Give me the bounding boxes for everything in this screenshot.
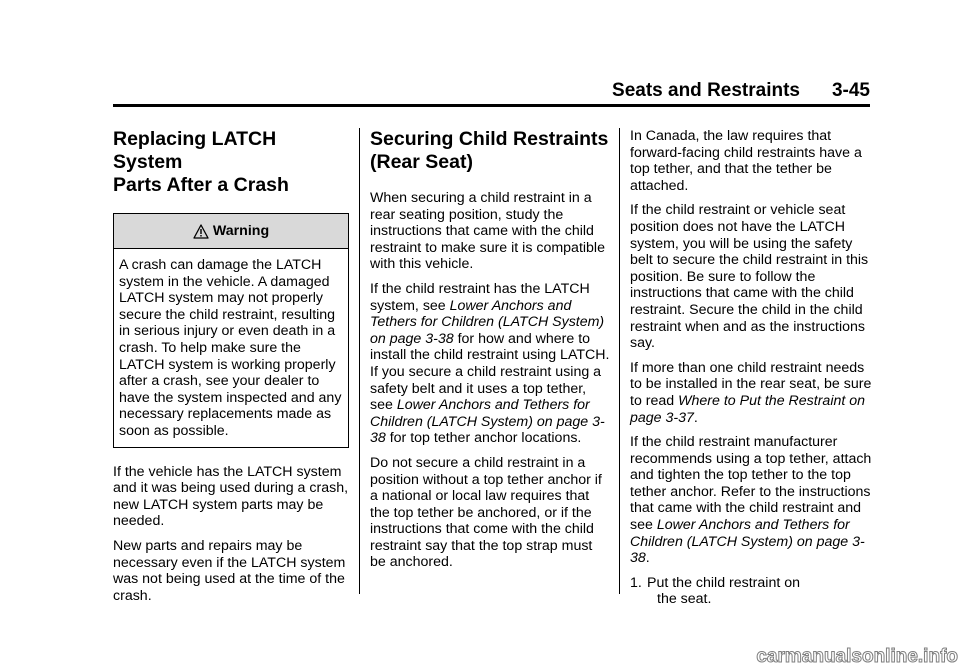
warning-title: Warning xyxy=(212,222,270,239)
watermark-logo xyxy=(756,640,960,670)
warning-triangle-icon xyxy=(193,224,209,239)
text-run: . xyxy=(693,409,698,426)
paragraph xyxy=(630,434,872,567)
warning-text: A crash can damage the LATCH system in the vehicle. A damaged LATCH system may not properly secure the child restraint, resulting in serious injury or even death in a crash. To help make sure the LATCH system is working properly after a crash, see your dealer to have the system inspected and any necessary replacements made as soon as possible. xyxy=(119,257,342,439)
paragraph: If the vehicle has the LATCH system and it was being used during a crash, new LATCH system parts may be needed. xyxy=(113,463,349,530)
step-first-line xyxy=(630,575,872,592)
section-heading-securing-child-restraints xyxy=(370,128,610,174)
warning-body xyxy=(114,249,348,447)
paragraph: Do not secure a child restraint in a position without a top tether anchor if a national or local law requires that the top tether be anchored, or if the instructions that come with the child restraint say that the top strap must be anchored. xyxy=(370,454,602,571)
paragraph: In Canada, the law requires that forward-facing child restraints have a top tether, and that the tether be attached. xyxy=(630,128,862,194)
warning-box xyxy=(113,213,349,448)
page-number: 3-45 xyxy=(831,80,870,101)
page-header xyxy=(113,78,870,107)
paragraph xyxy=(370,281,610,447)
section-heading-replacing-latch xyxy=(113,128,349,197)
cross-reference-link[interactable]: Lower Anchors and Tethers for Children (LATCH System) on page 3-38 xyxy=(630,517,865,567)
cross-reference-link[interactable]: Where to Put the Restraint on page 3-37 xyxy=(630,392,866,426)
column-left xyxy=(113,128,349,612)
cross-reference-link[interactable]: Lower Anchors and Tethers for Children (LATCH System) on page 3-38 xyxy=(370,297,605,347)
text-run: If the child restraint manufacturer recommends using a top tether, attach and tighten the top tether to the top tether anchor. Refer to the instructions that came with the child restraint and see xyxy=(630,434,872,534)
text-run: for how and where to install the child restraint using LATCH. If you secure a child restraint using a safety belt and it uses a top tether, see xyxy=(370,330,610,414)
section-title: Seats and Restraints xyxy=(612,80,800,101)
text-run: . xyxy=(645,550,650,567)
paragraph: When securing a child restraint in a rear seating position, study the instructions that came with the child restraint to make sure it is compatible with this vehicle. xyxy=(370,190,605,273)
text-run: If more than one child restraint needs to be installed in the rear seat, be sure to read xyxy=(630,359,872,409)
paragraph: New parts and repairs may be necessary even if the LATCH system was not being used at the time of the crash. xyxy=(113,537,346,604)
svg-text:carmanualsonline.info: carmanualsonline.info xyxy=(756,646,958,667)
text-run: for top tether anchor locations. xyxy=(385,430,582,447)
warning-header xyxy=(114,214,348,249)
step-number: 1. xyxy=(630,574,642,591)
heading-line: (Rear Seat) xyxy=(370,151,473,173)
column-divider xyxy=(619,128,620,594)
column-middle xyxy=(370,128,610,579)
heading-line: Securing Child Restraints xyxy=(370,128,609,150)
paragraph: If the child restraint or vehicle seat position does not have the LATCH system, you will be using the safety belt to secure the child restraint in this position. Be sure to follow the instructions that came with the child restraint. Secure the child in the child restraint when and as the instructions say. xyxy=(630,202,869,352)
column-right xyxy=(630,128,872,608)
paragraph xyxy=(630,360,872,426)
heading-line: Parts After a Crash xyxy=(113,174,289,196)
cross-reference-link[interactable]: Lower Anchors and Tethers for Children (LATCH System) on page 3-38 xyxy=(370,397,605,447)
step-text: Put the child restraint on xyxy=(647,574,800,591)
heading-line: Replacing LATCH System xyxy=(113,128,277,173)
step-text-continued: the seat. xyxy=(657,591,712,608)
numbered-step xyxy=(630,575,872,608)
text-run: If the child restraint has the LATCH system, see xyxy=(370,280,590,314)
column-divider xyxy=(359,128,360,594)
